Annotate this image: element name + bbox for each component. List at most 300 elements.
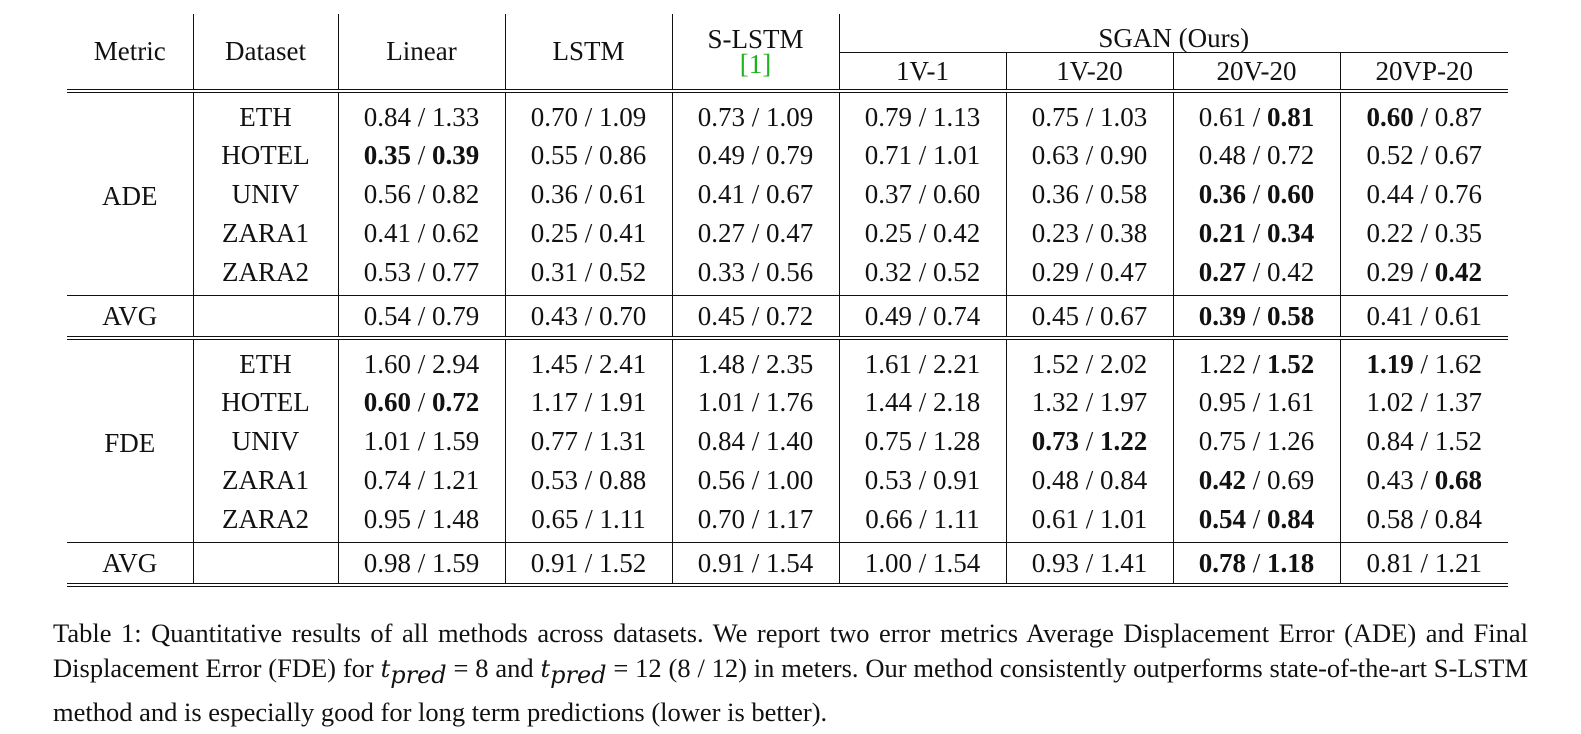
value-12: 0.47 <box>766 218 814 248</box>
dataset-label: UNIV <box>193 422 338 461</box>
value-12: 0.34 <box>1267 218 1315 248</box>
table-cell <box>839 500 1006 543</box>
math-t-pred-8: t <box>380 655 391 683</box>
value-separator: / <box>1078 140 1100 170</box>
table-cell <box>1340 91 1508 136</box>
value-12: 0.52 <box>933 257 981 287</box>
value-separator: / <box>911 218 933 248</box>
table-cell <box>839 461 1006 500</box>
table-cell <box>839 296 1006 339</box>
value-separator: / <box>911 257 933 287</box>
value-12: 0.67 <box>766 179 814 209</box>
value-8: 1.01 <box>363 426 411 456</box>
value-separator: / <box>1078 348 1100 379</box>
table-row <box>67 461 1508 500</box>
value-12: 0.42 <box>1434 257 1482 287</box>
value-12: 0.74 <box>933 300 981 331</box>
value-8: 0.84 <box>363 101 411 132</box>
table-row <box>67 422 1508 461</box>
value-12: 1.37 <box>1434 387 1482 417</box>
value-12: 0.76 <box>1434 179 1482 209</box>
value-12: 0.60 <box>1267 179 1315 209</box>
value-8: 1.44 <box>864 387 912 417</box>
value-12: 1.54 <box>933 547 981 578</box>
value-separator: / <box>410 257 432 287</box>
value-12: 2.41 <box>599 348 647 379</box>
empty-cell <box>193 543 338 586</box>
value-separator: / <box>744 348 766 379</box>
value-8: 0.77 <box>530 426 578 456</box>
value-12: 0.82 <box>432 179 480 209</box>
value-separator: / <box>1245 257 1267 287</box>
value-separator: / <box>1078 300 1100 331</box>
value-12: 1.28 <box>933 426 981 456</box>
value-12: 0.58 <box>1100 179 1148 209</box>
table-cell <box>1173 422 1340 461</box>
table-cell <box>1340 461 1508 500</box>
value-8: 0.91 <box>530 547 578 578</box>
table-cell <box>1173 383 1340 422</box>
table-cell <box>338 383 505 422</box>
value-8: 0.79 <box>864 101 912 132</box>
table-cell <box>672 296 839 339</box>
value-separator: / <box>410 504 432 534</box>
value-separator: / <box>744 387 766 417</box>
math-eq-8: = 8 <box>453 653 489 683</box>
value-12: 0.62 <box>432 218 480 248</box>
value-separator: / <box>911 101 933 132</box>
value-12: 1.11 <box>933 504 980 534</box>
caption-label: Table 1: <box>53 618 142 648</box>
results-body <box>67 91 1508 585</box>
value-12: 0.68 <box>1434 465 1482 495</box>
value-12: 0.79 <box>766 140 814 170</box>
value-separator: / <box>577 218 599 248</box>
value-8: 0.52 <box>1366 140 1414 170</box>
table-cell <box>505 91 672 136</box>
table-cell <box>1340 500 1508 543</box>
value-12: 2.35 <box>766 348 814 379</box>
value-separator: / <box>911 465 933 495</box>
value-8: 0.36 <box>530 179 578 209</box>
value-separator: / <box>1245 504 1267 534</box>
table-row <box>67 383 1508 422</box>
value-separator: / <box>1413 504 1435 534</box>
value-separator: / <box>577 300 599 331</box>
value-separator: / <box>1413 426 1435 456</box>
value-12: 1.61 <box>1267 387 1315 417</box>
value-separator: / <box>1078 465 1100 495</box>
value-separator: / <box>577 257 599 287</box>
value-separator: / <box>1245 179 1267 209</box>
citation-link[interactable]: [1] <box>739 48 772 79</box>
value-separator: / <box>410 300 432 331</box>
value-separator: / <box>1245 465 1267 495</box>
value-12: 0.67 <box>1100 300 1148 331</box>
value-separator: / <box>744 465 766 495</box>
value-8: 0.37 <box>864 179 912 209</box>
value-separator: / <box>1245 426 1267 456</box>
value-8: 0.41 <box>363 218 411 248</box>
header-sgan: SGAN (Ours) <box>839 14 1508 53</box>
value-8: 0.21 <box>1198 218 1246 248</box>
math-subscript-pred-2: pred <box>550 661 607 690</box>
value-8: 0.84 <box>697 426 745 456</box>
value-12: 0.61 <box>599 179 647 209</box>
value-8: 0.91 <box>697 547 745 578</box>
table-cell <box>1006 422 1173 461</box>
value-12: 0.87 <box>1434 101 1482 132</box>
value-12: 1.09 <box>599 101 647 132</box>
math-t-pred-12: t <box>540 655 551 683</box>
table-cell <box>1340 338 1508 383</box>
value-separator: / <box>1413 140 1435 170</box>
value-separator: / <box>911 140 933 170</box>
table-cell <box>1173 543 1340 586</box>
table-cell <box>1340 175 1508 214</box>
value-8: 0.78 <box>1198 547 1246 578</box>
value-12: 1.41 <box>1100 547 1148 578</box>
table-cell <box>839 422 1006 461</box>
value-8: 0.44 <box>1366 179 1414 209</box>
value-8: 1.52 <box>1031 348 1079 379</box>
table-cell <box>505 253 672 296</box>
value-8: 0.31 <box>530 257 578 287</box>
value-12: 1.52 <box>599 547 647 578</box>
caption-text-2: (8 / 12) in meters. Our method consistently outperforms state-of-the-art S-LSTM method and is especially good for long term predictions (lower is better). <box>53 653 1529 728</box>
value-8: 0.93 <box>1031 547 1079 578</box>
value-12: 1.11 <box>599 504 646 534</box>
value-8: 1.19 <box>1366 348 1414 379</box>
table-cell <box>1173 91 1340 136</box>
table-row <box>67 338 1508 383</box>
value-12: 1.18 <box>1267 547 1315 578</box>
value-separator: / <box>744 426 766 456</box>
value-12: 0.61 <box>1434 300 1482 331</box>
value-8: 0.23 <box>1031 218 1079 248</box>
value-12: 1.76 <box>766 387 814 417</box>
value-8: 1.00 <box>864 547 912 578</box>
value-8: 0.73 <box>697 101 745 132</box>
value-8: 0.58 <box>1366 504 1414 534</box>
table-cell <box>1006 461 1173 500</box>
value-8: 0.36 <box>1198 179 1246 209</box>
value-12: 1.59 <box>432 547 480 578</box>
table-row <box>67 91 1508 136</box>
value-separator: / <box>1245 547 1267 578</box>
value-separator: / <box>1078 101 1100 132</box>
value-separator: / <box>577 179 599 209</box>
table-cell <box>1173 136 1340 175</box>
value-8: 0.60 <box>363 387 411 417</box>
value-separator: / <box>577 426 599 456</box>
value-8: 0.48 <box>1198 140 1246 170</box>
table-cell <box>1006 543 1173 586</box>
value-separator: / <box>911 547 933 578</box>
table-row <box>67 214 1508 253</box>
table-cell <box>1173 461 1340 500</box>
table-cell <box>338 461 505 500</box>
table-cell <box>1340 136 1508 175</box>
table-cell <box>505 461 672 500</box>
value-separator: / <box>1245 218 1267 248</box>
value-separator: / <box>911 179 933 209</box>
value-separator: / <box>912 504 934 534</box>
header-sgan-1v-1: 1V-1 <box>839 53 1006 90</box>
value-separator: / <box>410 547 432 578</box>
value-12: 1.17 <box>766 504 814 534</box>
value-12: 0.41 <box>599 218 647 248</box>
value-12: 0.91 <box>933 465 981 495</box>
value-12: 0.90 <box>1100 140 1148 170</box>
empty-cell <box>193 296 338 339</box>
value-separator: / <box>744 547 766 578</box>
value-12: 0.86 <box>599 140 647 170</box>
value-separator: / <box>1245 101 1267 132</box>
value-separator: / <box>410 101 432 132</box>
table-row <box>67 500 1508 543</box>
header-sgan-1v-20: 1V-20 <box>1006 53 1173 90</box>
table-cell <box>338 91 505 136</box>
value-separator: / <box>744 218 766 248</box>
value-12: 1.54 <box>766 547 814 578</box>
header-metric: Metric <box>93 36 166 66</box>
value-12: 1.62 <box>1434 348 1482 379</box>
header-sgan-20v-20: 20V-20 <box>1173 53 1340 90</box>
value-8: 0.25 <box>864 218 912 248</box>
dataset-label: ETH <box>193 91 338 136</box>
table-cell <box>1006 175 1173 214</box>
table-cell <box>839 383 1006 422</box>
table-cell <box>505 422 672 461</box>
value-8: 0.70 <box>530 101 578 132</box>
value-12: 1.33 <box>432 101 480 132</box>
table-cell <box>672 91 839 136</box>
value-8: 1.60 <box>363 348 411 379</box>
value-separator: / <box>1078 218 1100 248</box>
metric-label: ADE <box>102 181 158 211</box>
value-8: 1.22 <box>1198 348 1246 379</box>
value-12: 1.59 <box>432 426 480 456</box>
table-cell <box>505 175 672 214</box>
value-8: 0.61 <box>1198 101 1246 132</box>
table-cell <box>1340 383 1508 422</box>
value-separator: / <box>1078 387 1100 417</box>
value-8: 0.29 <box>1031 257 1079 287</box>
value-12: 0.88 <box>599 465 647 495</box>
table-cell <box>839 214 1006 253</box>
value-8: 0.45 <box>1031 300 1079 331</box>
value-12: 0.77 <box>432 257 480 287</box>
value-12: 1.00 <box>766 465 814 495</box>
table-cell <box>338 296 505 339</box>
value-separator: / <box>1413 348 1435 379</box>
table-cell <box>1340 543 1508 586</box>
value-separator: / <box>744 257 766 287</box>
value-8: 0.27 <box>697 218 745 248</box>
value-8: 1.17 <box>530 387 578 417</box>
value-8: 0.53 <box>530 465 578 495</box>
table-caption <box>53 616 1528 730</box>
value-12: 1.52 <box>1267 348 1315 379</box>
value-separator: / <box>577 387 599 417</box>
value-separator: / <box>1078 426 1100 456</box>
value-8: 0.55 <box>530 140 578 170</box>
value-12: 0.70 <box>599 300 647 331</box>
table-cell <box>839 253 1006 296</box>
value-8: 0.32 <box>864 257 912 287</box>
value-12: 0.52 <box>599 257 647 287</box>
header-lstm: LSTM <box>505 14 672 89</box>
dataset-label: ZARA2 <box>193 500 338 543</box>
value-separator: / <box>410 218 432 248</box>
value-12: 1.13 <box>933 101 981 132</box>
math-eq-12: = 12 <box>613 653 662 683</box>
table-cell <box>505 543 672 586</box>
caption-text-1: Quantitative results of all methods across datasets. We report two error metrics Average Displacement Error (ADE) and Final Displacement Error (FDE) for <box>53 618 1529 683</box>
value-12: 0.35 <box>1434 218 1482 248</box>
table-cell <box>1173 253 1340 296</box>
value-8: 0.41 <box>1366 300 1414 331</box>
table-cell <box>672 175 839 214</box>
table-cell <box>338 175 505 214</box>
value-8: 0.98 <box>363 547 411 578</box>
value-12: 1.21 <box>1434 547 1482 578</box>
table-cell <box>672 253 839 296</box>
dataset-label: HOTEL <box>193 383 338 422</box>
avg-label: AVG <box>67 543 193 586</box>
value-8: 0.49 <box>697 140 745 170</box>
value-separator: / <box>410 179 432 209</box>
value-12: 2.21 <box>933 348 981 379</box>
value-12: 1.91 <box>599 387 647 417</box>
table-row <box>67 175 1508 214</box>
math-subscript-pred: pred <box>390 661 447 690</box>
header-slstm-label: S-LSTM <box>707 24 804 55</box>
header-slstm <box>672 14 839 89</box>
value-12: 1.03 <box>1100 101 1148 132</box>
value-12: 0.84 <box>1434 504 1482 534</box>
value-12: 1.01 <box>933 140 981 170</box>
value-8: 0.75 <box>1198 426 1246 456</box>
header-sgan-20vp-20: 20VP-20 <box>1340 53 1508 90</box>
table-cell <box>338 500 505 543</box>
table-row <box>67 136 1508 175</box>
value-separator: / <box>744 179 766 209</box>
table-cell <box>505 296 672 339</box>
table-cell <box>1006 253 1173 296</box>
dataset-label: ETH <box>193 338 338 383</box>
value-12: 1.09 <box>766 101 814 132</box>
table-cell <box>1173 296 1340 339</box>
table-cell <box>1173 338 1340 383</box>
header-linear: Linear <box>338 14 505 89</box>
value-separator: / <box>1245 387 1267 417</box>
value-separator: / <box>911 300 933 331</box>
value-12: 0.72 <box>432 387 480 417</box>
value-12: 0.67 <box>1434 140 1482 170</box>
value-8: 1.32 <box>1031 387 1079 417</box>
table-cell <box>672 500 839 543</box>
table-cell <box>505 136 672 175</box>
table-cell <box>338 136 505 175</box>
value-12: 0.42 <box>1267 257 1315 287</box>
table-cell <box>839 91 1006 136</box>
value-separator: / <box>744 101 766 132</box>
value-separator: / <box>1413 257 1435 287</box>
value-8: 0.60 <box>1366 101 1414 132</box>
value-separator: / <box>1413 179 1435 209</box>
value-12: 1.40 <box>766 426 814 456</box>
dataset-label: UNIV <box>193 175 338 214</box>
table-cell <box>1006 500 1173 543</box>
value-8: 0.39 <box>1198 300 1246 331</box>
value-8: 0.49 <box>864 300 912 331</box>
value-12: 0.72 <box>766 300 814 331</box>
value-8: 0.71 <box>864 140 912 170</box>
value-separator: / <box>1245 348 1267 379</box>
dataset-label: ZARA2 <box>193 253 338 296</box>
value-8: 0.95 <box>363 504 411 534</box>
table-cell <box>338 214 505 253</box>
value-separator: / <box>410 140 432 170</box>
value-separator: / <box>577 348 599 379</box>
value-8: 1.61 <box>864 348 912 379</box>
value-8: 0.53 <box>363 257 411 287</box>
table-cell <box>1173 214 1340 253</box>
table-cell <box>1340 214 1508 253</box>
value-12: 0.79 <box>432 300 480 331</box>
value-12: 1.21 <box>432 465 480 495</box>
value-8: 0.35 <box>363 140 411 170</box>
table-cell <box>672 383 839 422</box>
avg-row <box>67 543 1508 586</box>
value-separator: / <box>410 426 432 456</box>
value-8: 0.43 <box>1366 465 1414 495</box>
value-12: 0.56 <box>766 257 814 287</box>
value-12: 1.52 <box>1434 426 1482 456</box>
table-cell <box>672 136 839 175</box>
value-separator: / <box>577 101 599 132</box>
value-separator: / <box>1413 387 1435 417</box>
value-8: 0.61 <box>1031 504 1079 534</box>
table-cell <box>1006 296 1173 339</box>
value-8: 0.42 <box>1198 465 1246 495</box>
dataset-label: HOTEL <box>193 136 338 175</box>
avg-row <box>67 296 1508 339</box>
value-8: 0.95 <box>1198 387 1246 417</box>
value-12: 0.39 <box>432 140 480 170</box>
value-12: 1.01 <box>1100 504 1148 534</box>
value-8: 0.33 <box>697 257 745 287</box>
value-12: 0.84 <box>1100 465 1148 495</box>
value-8: 0.48 <box>1031 465 1079 495</box>
value-12: 1.26 <box>1267 426 1315 456</box>
value-8: 1.01 <box>697 387 745 417</box>
value-12: 0.58 <box>1267 300 1315 331</box>
table-cell <box>1006 91 1173 136</box>
value-12: 1.31 <box>599 426 647 456</box>
table-cell <box>839 338 1006 383</box>
table-cell <box>672 543 839 586</box>
value-8: 0.56 <box>697 465 745 495</box>
table-cell <box>839 543 1006 586</box>
table-cell <box>839 175 1006 214</box>
table-cell <box>1006 383 1173 422</box>
value-separator: / <box>1078 547 1100 578</box>
value-8: 0.25 <box>530 218 578 248</box>
table-cell <box>338 543 505 586</box>
